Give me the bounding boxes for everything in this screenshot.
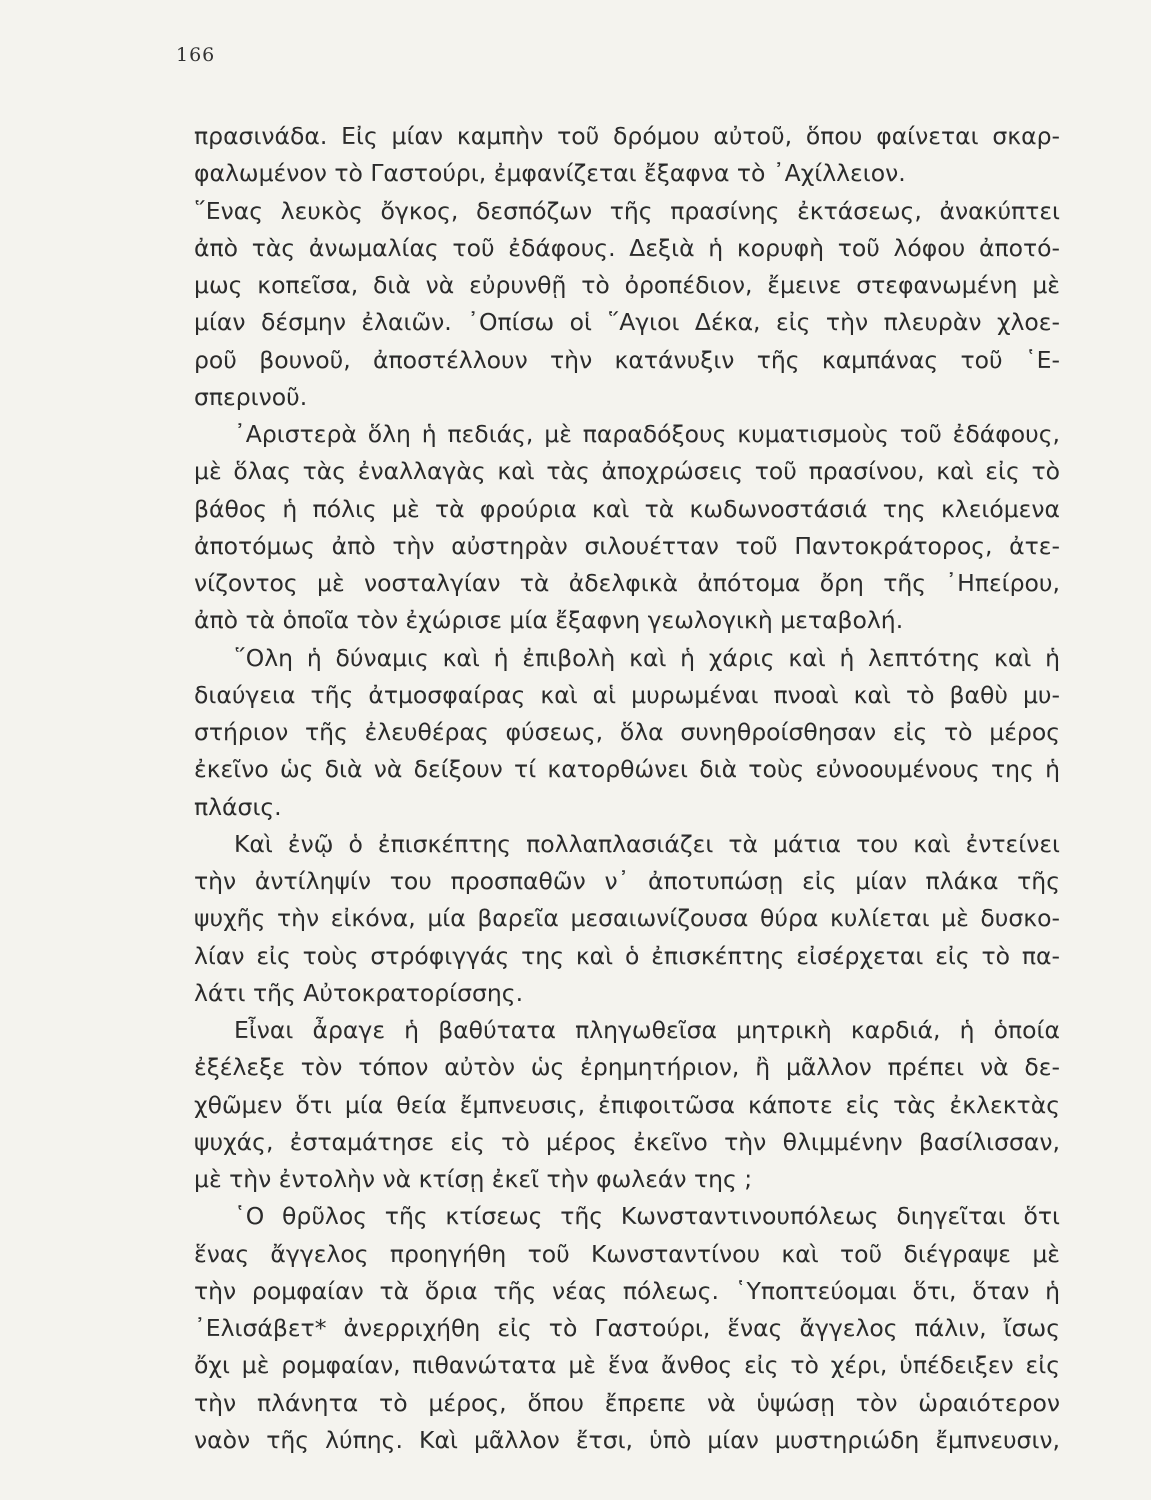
text-line: Εἶναι ἆραγε ἡ βαθύτατα πληγωθεῖσα μητρικὴ καρδιά, ἡ ὁποία <box>234 1016 1060 1044</box>
text-line: ἀποτόμως ἀπὸ τὴν αὐστηρὰν σιλουέτταν τοῦ Παντοκράτορος, ἀτε- <box>194 531 1060 560</box>
text-line: πλάσις. <box>194 792 282 821</box>
text-line: στήριον τῆς ἐλευθέρας φύσεως, ὅλα συνηθροίσθησαν εἰς τὸ μέρος <box>194 718 1060 746</box>
text-line: ἐξέλεξε τὸν τόπον αὐτὸν ὡς ἐρημητήριον, ἢ μᾶλλον πρέπει νὰ δε- <box>194 1053 1060 1082</box>
text-line: ἀπὸ τὰ ὁποῖα τὸν ἐχώρισε μία ἔξαφνη γεωλογικὴ μεταβολή. <box>194 606 904 635</box>
text-line: νίζοντος μὲ νοσταλγίαν τὰ ἀδελφικὰ ἀπότομα ὄρη τῆς ᾿Ηπείρου, <box>194 569 1060 597</box>
text-line: ναὸν τῆς λύπης. Καὶ μᾶλλον ἔτσι, ὑπὸ μίαν μυστηριώδη ἔμπνευσιν, <box>194 1425 1060 1454</box>
text-line: ἕνας ἄγγελος προηγήθη τοῦ Κωνσταντίνου καὶ τοῦ διέγραψε μὲ <box>194 1239 1060 1268</box>
text-line: λίαν εἰς τοὺς στρόφιγγάς της καὶ ὁ ἐπισκέπτης εἰσέρχεται εἰς τὸ πα- <box>194 941 1060 970</box>
text-line: ψυχάς, ἐσταμάτησε εἰς τὸ μέρος ἐκεῖνο τὴν θλιμμένην βασίλισσαν, <box>194 1127 1060 1156</box>
text-line: ῞Ολη ἡ δύναμις καὶ ἡ ἐπιβολὴ καὶ ἡ χάρις καὶ ἡ λεπτότης καὶ ἡ <box>234 643 1060 672</box>
text-line: τὴν ἀντίληψίν του προσπαθῶν ν᾿ ἀποτυπώσῃ εἰς μίαν πλάκα τῆς <box>194 867 1060 895</box>
text-line: τὴν ρομφαίαν τὰ ὅρια τῆς νέας πόλεως. ῾Υποπτεύομαι ὅτι, ὅταν ἡ <box>194 1276 1060 1305</box>
text-line: βάθος ἡ πόλις μὲ τὰ φρούρια καὶ τὰ κωδωνοστάσιά της κλειόμενα <box>194 494 1060 523</box>
text-line: χθῶμεν ὅτι μία θεία ἔμπνευσις, ἐπιφοιτῶσα κάποτε εἰς τὰς ἐκλεκτὰς <box>194 1090 1060 1119</box>
text-line: σπερινοῦ. <box>194 382 308 411</box>
text-line: μὲ τὴν ἐντολὴν νὰ κτίσῃ ἐκεῖ τὴν φωλεάν της ; <box>194 1165 753 1193</box>
text-line: ᾿Αριστερὰ ὅλη ἡ πεδιάς, μὲ παραδόξους κυματισμοὺς τοῦ ἐδάφους, <box>234 420 1060 448</box>
text-line: ὄχι μὲ ρομφαίαν, πιθανώτατα μὲ ἕνα ἄνθος εἰς τὸ χέρι, ὑπέδειξεν εἰς <box>194 1351 1060 1380</box>
text-line: ἀπὸ τὰς ἀνωμαλίας τοῦ ἐδάφους. Δεξιὰ ἡ κορυφὴ τοῦ λόφου ἀποτό- <box>194 233 1060 262</box>
page-number: 166 <box>176 44 216 66</box>
text-line: τὴν πλάνητα τὸ μέρος, ὅπου ἔπρεπε νὰ ὑψώσῃ τὸν ὡραιότερον <box>194 1388 1060 1417</box>
text-line: ροῦ βουνοῦ, ἀποστέλλουν τὴν κατάνυξιν τῆς καμπάνας τοῦ ῾Ε- <box>194 345 1060 374</box>
text-line: ἐκεῖνο ὡς διὰ νὰ δείξουν τί κατορθώνει διὰ τοὺς εὐνοουμένους της ἡ <box>194 755 1060 784</box>
text-line: μίαν δέσμην ἐλαιῶν. ᾿Οπίσω οἱ ῞Αγιοι Δέκα, εἰς τὴν πλευρὰν χλοε- <box>194 308 1060 337</box>
text-line: λάτι τῆς Αὐτοκρατορίσσης. <box>194 978 524 1007</box>
text-line: ῞Ενας λευκὸς ὄγκος, δεσπόζων τῆς πρασίνης ἐκτάσεως, ἀνακύπτει <box>194 196 1060 225</box>
text-line: διαύγεια τῆς ἀτμοσφαίρας καὶ αἱ μυρωμέναι πνοαὶ καὶ τὸ βαθὺ μυ- <box>194 680 1060 709</box>
body-text <box>194 118 1060 1459</box>
text-line: ᾿Ελισάβετ* ἀνερριχήθη εἰς τὸ Γαστούρι, ἕνας ἄγγελος πάλιν, ἴσως <box>194 1314 1060 1342</box>
text-line: ψυχῆς τὴν εἰκόνα, μία βαρεῖα μεσαιωνίζουσα θύρα κυλίεται μὲ δυσκο- <box>194 904 1060 933</box>
text-line: φαλωμένον τὸ Γαστούρι, ἐμφανίζεται ἔξαφνα τὸ ᾿Αχίλλειον. <box>194 159 906 188</box>
text-line: Καὶ ἐνῷ ὁ ἐπισκέπτης πολλαπλασιάζει τὰ μάτια του καὶ ἐντείνει <box>234 829 1060 858</box>
text-line: ῾Ο θρῦλος τῆς κτίσεως τῆς Κωνσταντινουπόλεως διηγεῖται ὅτι <box>234 1202 1060 1231</box>
text-line: πρασινάδα. Εἰς μίαν καμπὴν τοῦ δρόμου αὐτοῦ, ὅπου φαίνεται σκαρ- <box>194 122 1060 150</box>
text-line: μὲ ὅλας τὰς ἐναλλαγὰς καὶ τὰς ἀποχρώσεις τοῦ πρασίνου, καὶ εἰς τὸ <box>194 457 1060 486</box>
text-line: μως κοπεῖσα, διὰ νὰ εὐρυνθῇ τὸ ὀροπέδιον, ἔμεινε στεφανωμένη μὲ <box>194 271 1060 299</box>
